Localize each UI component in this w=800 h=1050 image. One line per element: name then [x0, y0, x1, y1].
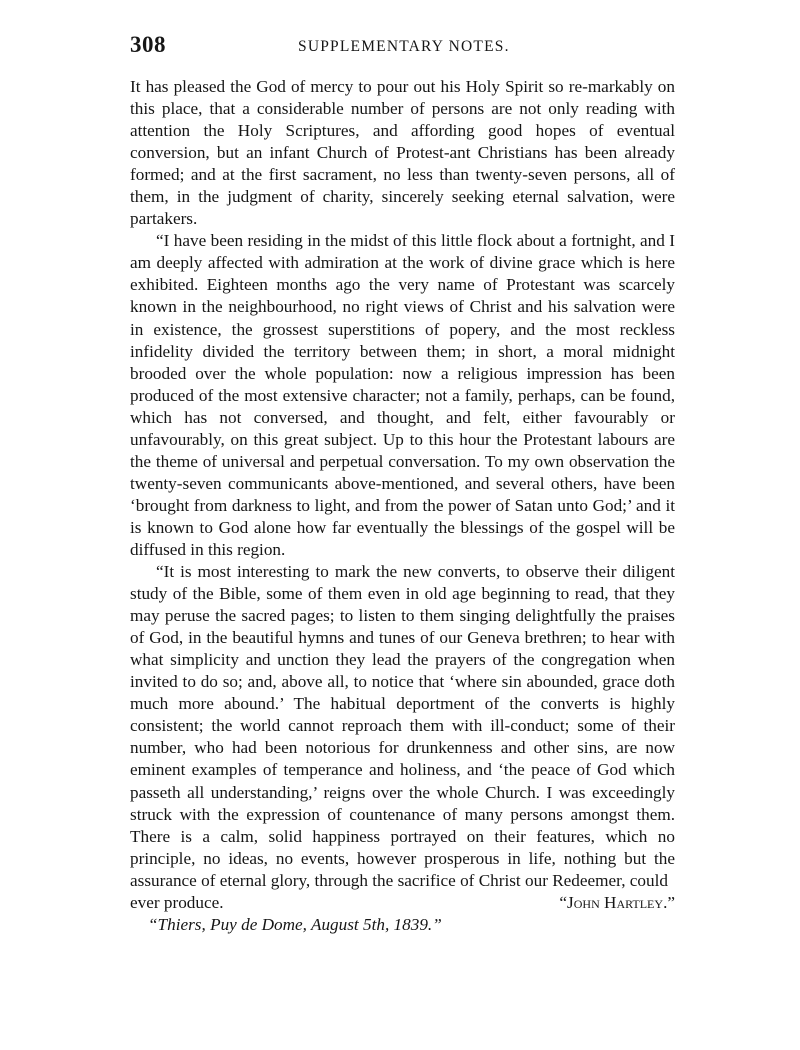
closing-text: ever produce.: [130, 892, 224, 912]
paragraph-3: “It is most interesting to mark the new converts, to observe their diligent study of the Bible, some of them even in old age beginning to read, that they may peruse the sacred pages; to listen to them singing delightfully the praises of God, in the beautiful hymns and tunes of our Geneva brethren; to hear with what simplicity and unction they lead the prayers of the congregation when invited to do so; and, above all, to notice that ‘where sin abounded, grace doth much more abound.’ The habitual deportment of the converts is highly consistent; the world cannot reproach them with ill-conduct; some of their number, who had been notorious for drunkenness and other sins, are now eminent examples of temperance and holiness, and ‘the peace of God which passeth all understanding,’ reigns over the whole Church. I was exceedingly struck with the expression of countenance of many persons amongst them. There is a calm, solid happiness portrayed on their features, which no principle, no ideas, no events, however prosperous in life, nothing but the assurance of eternal glory, through the sacrifice of Christ our Redeemer, could: [130, 562, 675, 890]
running-head: SUPPLEMENTARY NOTES.: [298, 38, 510, 55]
dateline: “Thiers, Puy de Dome, August 5th, 1839.”: [148, 914, 442, 934]
page-header: [130, 32, 675, 60]
signature-close-quote: .”: [663, 892, 675, 912]
signature-open-quote: “: [559, 892, 568, 912]
closing-line: [130, 892, 675, 914]
signature: [559, 892, 675, 914]
page-number: 308: [130, 32, 166, 57]
signature-name: John Hartley: [567, 892, 664, 912]
paragraph-1: It has pleased the God of mercy to pour out his Holy Spirit so re-markably on this place, that a considerable number of persons are not only reading with attention the Holy Scriptures, and affording good hopes of eventual conversion, but an infant Church of Protest-ant Christians has been already formed; and at the first sacrament, no less than twenty-seven persons, all of them, in the judgment of charity, sincerely seeking eternal salvation, were partakers.: [130, 77, 675, 229]
paragraph-2: “I have been residing in the midst of this little flock about a fortnight, and I am deeply affected with admiration at the work of divine grace which is here exhibited. Eighteen months ago the very name of Protestant was scarcely known in the neighbourhood, no right views of Christ and his salvation were in existence, the grossest superstitions of popery, and the most reckless infidelity divided the territory between them; in short, a moral midnight brooded over the whole population: now a religious impression has been produced of the most extensive character; not a family, perhaps, can be found, which has not conversed, and thought, and felt, either favourably or unfavourably, on this great subject. Up to this hour the Protestant labours are the theme of universal and perpetual conversation. To my own observation the twenty-seven communicants above-mentioned, and several others, have been ‘brought from darkness to light, and from the power of Satan unto God;’ and it is known to God alone how far eventually the blessings of the gospel will be diffused in this region.: [130, 231, 675, 559]
body-text: [130, 76, 675, 936]
